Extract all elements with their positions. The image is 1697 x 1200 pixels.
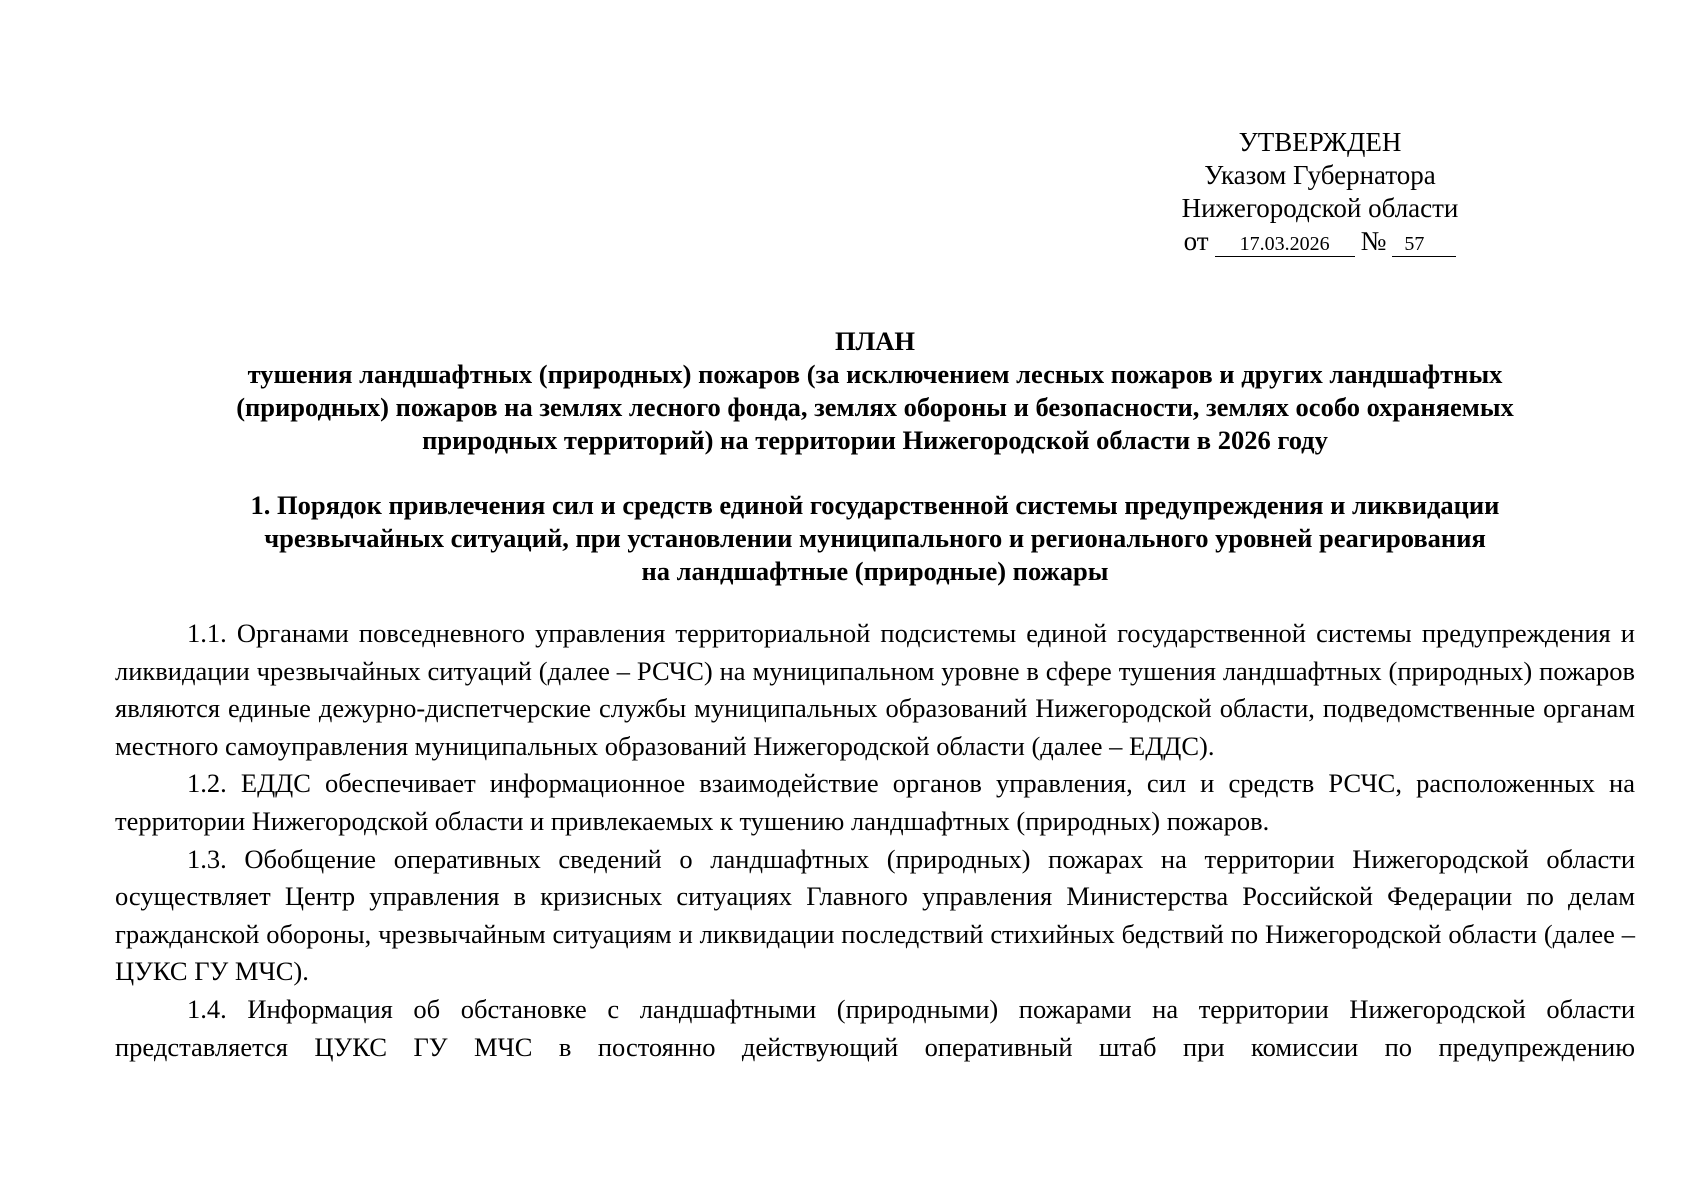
date-prefix: от xyxy=(1183,226,1209,256)
approval-stamp xyxy=(1150,126,1490,258)
section-1-body xyxy=(115,615,1635,1066)
section-1-heading-line-2: чрезвычайных ситуаций, при установлении муниципального и регионального уровней реагирования xyxy=(264,523,1486,553)
approval-region: Нижегородской области xyxy=(1181,193,1459,223)
paragraph-1-4: 1.4. Информация об обстановке с ландшафтными (природными) пожарами на территории Нижегородской области представляется ЦУКС ГУ МЧС в постоянно действующий оперативный штаб при комиссии по предупреждению xyxy=(115,993,1635,1062)
document-subtitle-line-3: природных территорий) на территории Нижегородской области в 2026 году xyxy=(422,425,1328,455)
section-1-heading xyxy=(115,489,1635,588)
paragraph-1-1: 1.1. Органами повседневного управления территориальной подсистемы единой государственной системы предупреждения и ликвидации чрезвычайных ситуаций (далее – РСЧС) на муниципальном уровне в сфере тушения ландшафтных (природных) пожаров являются единые дежурно-диспетчерские службы муниципальных образований Нижегородской области, подведомственные органам местного самоуправления муниципальных образований Нижегородской области (далее – ЕДДС). xyxy=(115,618,1635,761)
document-subtitle-line-1: тушения ландшафтных (природных) пожаров (за исключением лесных пожаров и других ландшафтных xyxy=(247,359,1503,389)
approval-date: 17.03.2026 xyxy=(1215,232,1355,257)
document-title-block xyxy=(115,325,1635,457)
section-1-heading-line-1: 1. Порядок привлечения сил и средств единой государственной системы предупреждения и ликвидации xyxy=(250,490,1500,520)
paragraph-1-2: 1.2. ЕДДС обеспечивает информационное взаимодействие органов управления, сил и средств РСЧС, расположенных на территории Нижегородской области и привлекаемых к тушению ландшафтных (природных) пожаров. xyxy=(115,768,1635,836)
document-title: ПЛАН xyxy=(834,326,916,356)
paragraph-1-3: 1.3. Обобщение оперативных сведений о ландшафтных (природных) пожарах на территории Нижегородской области осуществляет Центр управления в кризисных ситуациях Главного управления Министерства Российской Федерации по делам гражданской обороны, чрезвычайным ситуациям и ликвидации последствий стихийных бедствий по Нижегородской области (далее – ЦУКС ГУ МЧС). xyxy=(115,843,1635,987)
approval-date-line xyxy=(1150,225,1490,258)
approval-number: 57 xyxy=(1392,232,1456,257)
approval-status: УТВЕРЖДЕН xyxy=(1238,127,1402,157)
document-subtitle-line-2: (природных) пожаров на землях лесного фонда, землях обороны и безопасности, землях особо охраняемых xyxy=(236,392,1514,422)
section-1-heading-line-3: на ландшафтные (природные) пожары xyxy=(641,556,1109,586)
number-sign: № xyxy=(1360,226,1387,256)
approval-authority: Указом Губернатора xyxy=(1204,160,1436,190)
